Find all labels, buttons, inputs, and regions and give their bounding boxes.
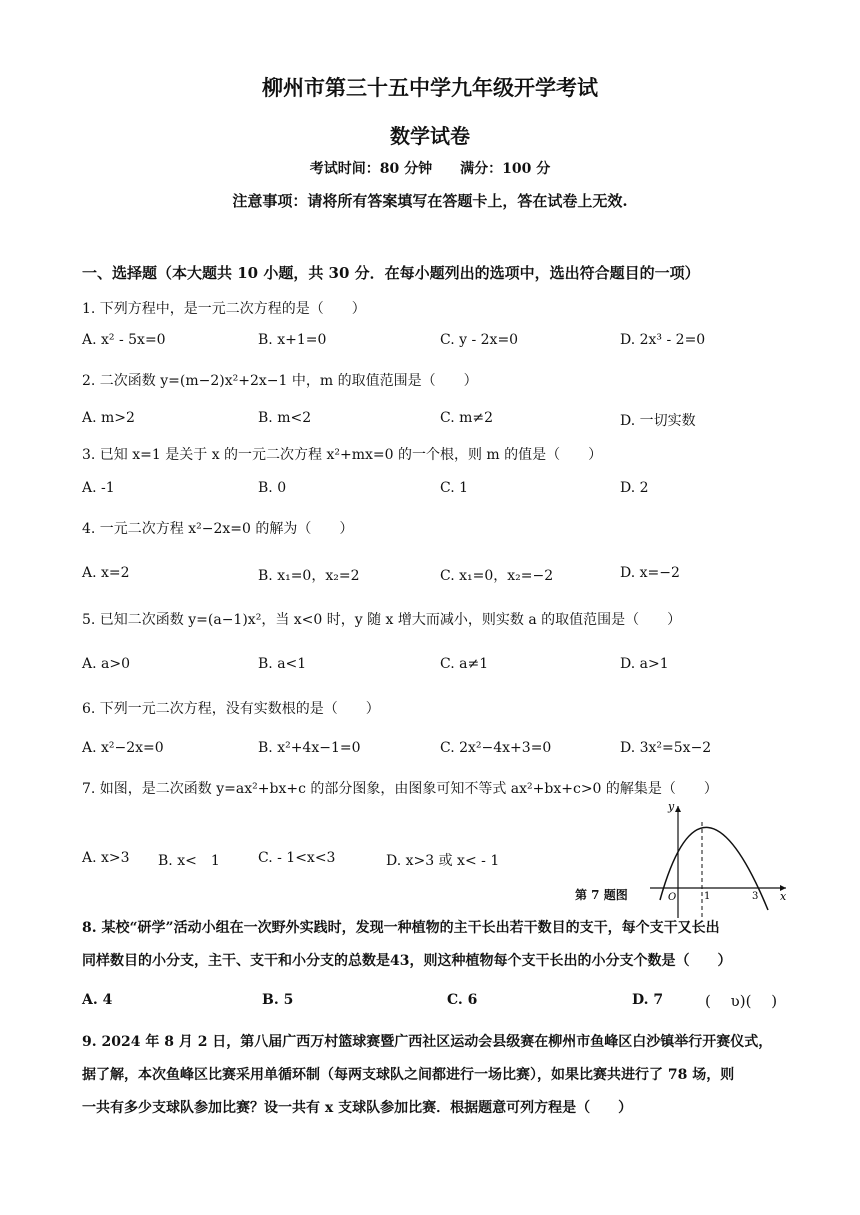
figure-7-parabola	[640, 800, 790, 920]
q8-line2: 同样数目的小分支，主干、支干和小分支的总数是43，则这种植物每个支干长出的小分支个数是（ ）	[82, 953, 732, 969]
y-label: y	[668, 800, 675, 813]
option-d: D. 3x²=5x−2	[620, 740, 712, 756]
question-stem: 3. 已知 x=1 是关于 x 的一元二次方程 x²+mx=0 的一个根，则 m 的值是（ ）	[82, 447, 603, 463]
option-c: C. 2x²−4x+3=0	[440, 740, 552, 756]
origin-label: O	[668, 892, 677, 903]
q8-line1: 8. 某校“研学”活动小组在一次野外实践时，发现一种植物的主干长出若干数目的支干，每个支干又长出	[82, 920, 720, 936]
option-a: A. x²−2x=0	[82, 740, 164, 756]
option-c: C. m≠2	[440, 410, 494, 426]
option-a: A. a>0	[82, 656, 130, 672]
option-b: B. x< 1	[158, 853, 220, 869]
figure-7-label: 第 7 题图	[575, 888, 628, 902]
option-a: A. 4	[82, 992, 113, 1008]
option-c: C. a≠1	[440, 656, 489, 672]
option-d: D. 一切实数	[620, 413, 696, 429]
exam-title: 柳州市第三十五中学九年级开学考试	[262, 75, 598, 100]
exam-notice: 注意事项：请将所有答案填写在答题卡上，答在试卷上无效.	[232, 192, 628, 210]
option-c: C. 1	[440, 480, 469, 496]
option-b: B. a<1	[258, 656, 307, 672]
option-a: A. x² - 5x=0	[82, 332, 166, 348]
tick-3: 3	[752, 891, 759, 902]
handwritten-mark: ( ʋ)( )	[705, 992, 778, 1010]
option-c: C. x₁=0，x₂=−2	[440, 568, 554, 584]
option-d: D. 2	[620, 480, 649, 496]
question-stem: 7. 如图，是二次函数 y=ax²+bx+c 的部分图象，由图象可知不等式 ax²+bx+c>0 的解集是（ ）	[82, 781, 718, 797]
option-b: B. x+1=0	[258, 332, 327, 348]
tick-1: 1	[704, 891, 711, 902]
question-stem: 5. 已知二次函数 y=(a−1)x²，当 x<0 时，y 随 x 增大而减小，则实数 a 的取值范围是（ ）	[82, 612, 682, 628]
option-b: B. x²+4x−1=0	[258, 740, 361, 756]
option-b: B. m<2	[258, 410, 312, 426]
question-8	[82, 912, 817, 978]
option-a: A. m>2	[82, 410, 135, 426]
option-d: D. 7	[632, 992, 664, 1008]
question-stem: 2. 二次函数 y=(m−2)x²+2x−1 中，m 的取值范围是（ ）	[82, 373, 478, 389]
option-b: B. x₁=0，x₂=2	[258, 568, 360, 584]
option-a: A. x>3	[82, 850, 130, 866]
option-d: D. x>3 或 x< - 1	[386, 853, 500, 869]
option-c: C. 6	[447, 992, 478, 1008]
option-b: B. 5	[262, 992, 294, 1008]
option-a: A. -1	[82, 480, 115, 496]
option-d: D. x=−2	[620, 565, 680, 581]
option-d: D. 2x³ - 2=0	[620, 332, 706, 348]
q9-line1: 9. 2024 年 8 月 2 日，第八届广西万村篮球赛暨广西社区运动会县级赛在柳州市鱼峰区白沙镇举行开赛仪式，	[82, 1034, 773, 1050]
option-c: C. y - 2x=0	[440, 332, 519, 348]
question-9	[82, 1026, 817, 1125]
option-d: D. a>1	[620, 656, 669, 672]
y-axis-arrow	[675, 806, 681, 812]
question-stem: 4. 一元二次方程 x²−2x=0 的解为（ ）	[82, 521, 354, 537]
option-a: A. x=2	[82, 565, 130, 581]
question-stem: 1. 下列方程中，是一元二次方程的是（ ）	[82, 301, 366, 317]
option-b: B. 0	[258, 480, 287, 496]
option-c: C. - 1<x<3	[258, 850, 336, 866]
section-heading: 一、选择题（本大题共 10 小题，共 30 分．在每小题列出的选项中，选出符合题目的一项）	[82, 264, 700, 282]
x-label: x	[780, 890, 787, 903]
q9-line2: 据了解，本次鱼峰区比赛采用单循环制（每两支球队之间都进行一场比赛），如果比赛共进行了 78 场，则	[82, 1067, 735, 1083]
question-stem: 6. 下列一元二次方程，没有实数根的是（ ）	[82, 701, 380, 717]
q9-line3: 一共有多少支球队参加比赛？设一共有 x 支球队参加比赛．根据题意可列方程是（ ）	[82, 1100, 633, 1116]
exam-subtitle: 数学试卷	[390, 124, 470, 148]
exam-info: 考试时间：80 分钟 满分：100 分	[309, 161, 551, 177]
